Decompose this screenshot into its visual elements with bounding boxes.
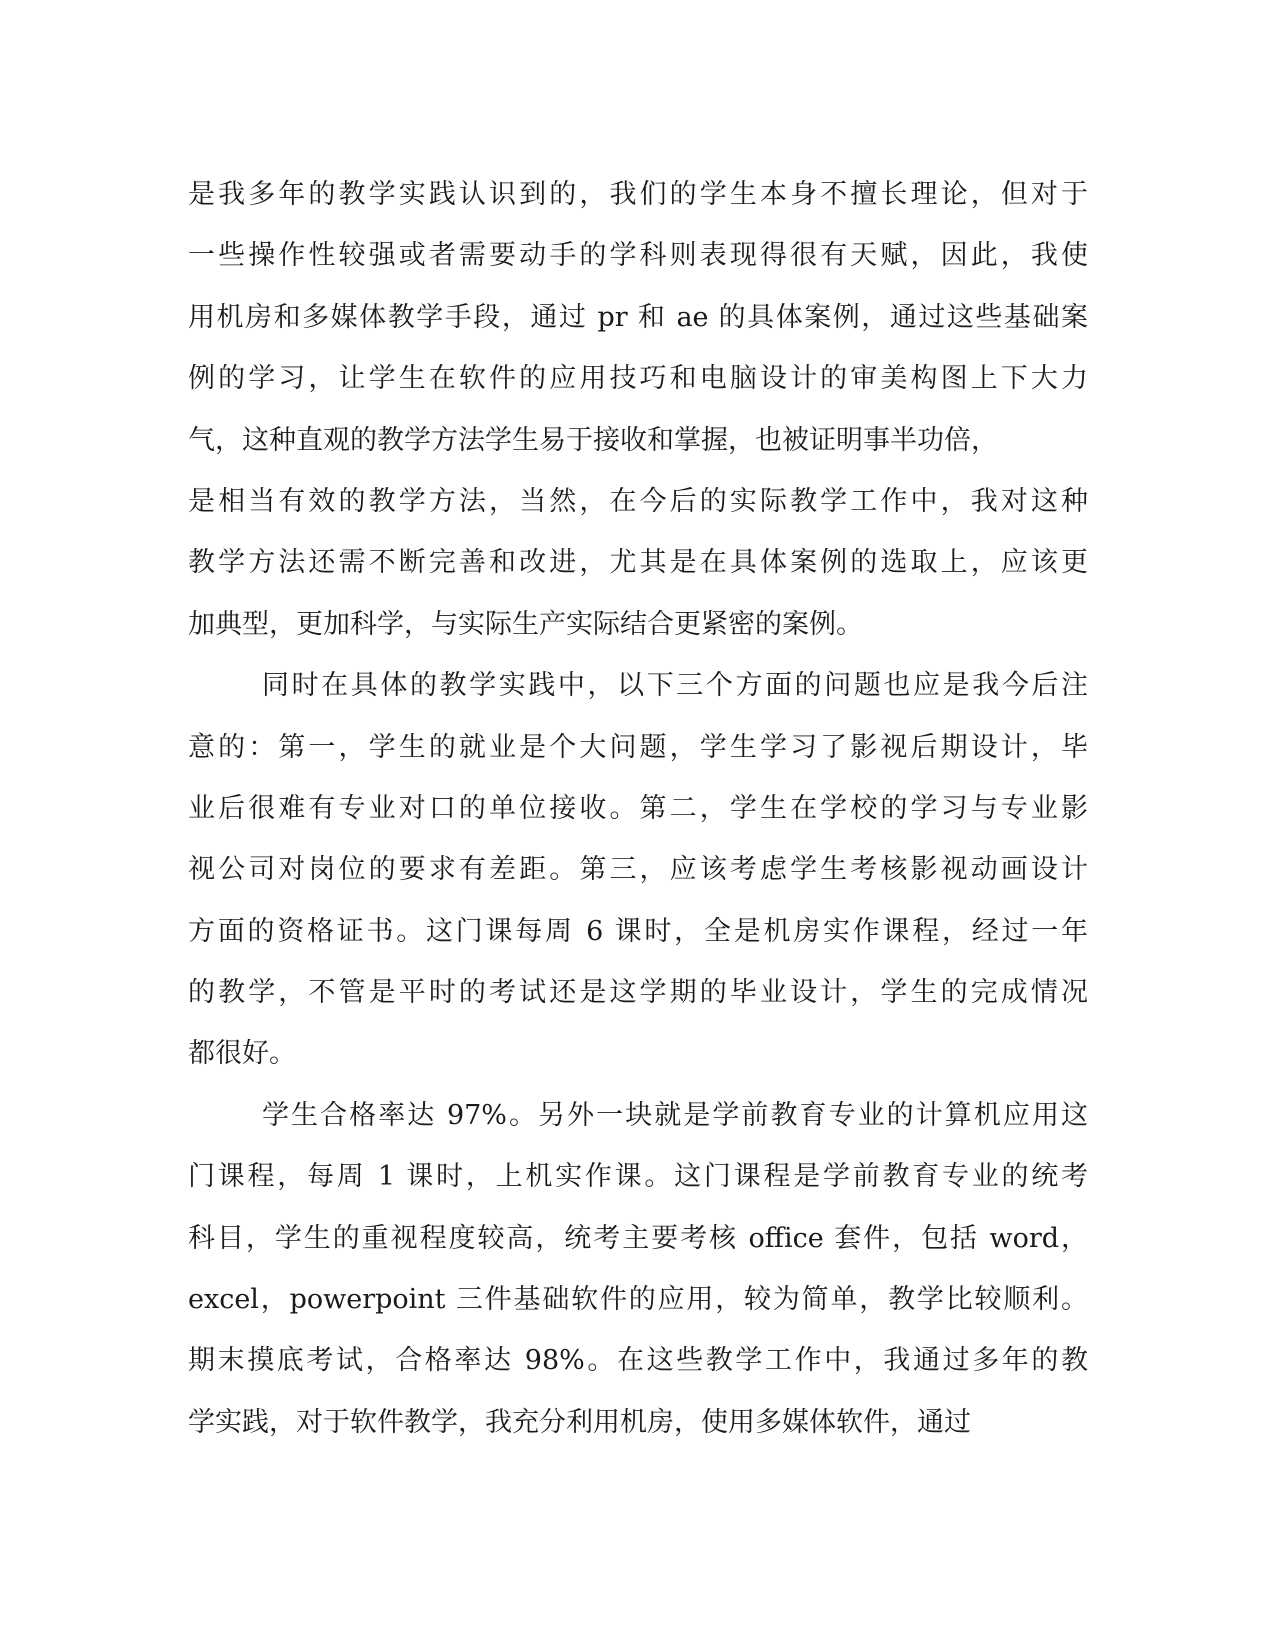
text-line: 一些操作性较强或者需要动手的学科则表现得很有天赋，因此，我使 — [188, 240, 1088, 272]
text-line: 门课程，每周 1 课时，上机实作课。这门课程是学前教育专业的统考 — [188, 1161, 1088, 1193]
body-text — [188, 164, 1088, 1453]
text-line: 学实践，对于软件教学，我充分利用机房，使用多媒体软件，通过 — [188, 1406, 971, 1438]
text-line: 视公司对岗位的要求有差距。第三，应该考虑学生考核影视动画设计 — [188, 854, 1088, 886]
text-line: 用机房和多媒体教学手段，通过 pr 和 ae 的具体案例，通过这些基础案 — [188, 301, 1088, 333]
text-line: 是我多年的教学实践认识到的，我们的学生本身不擅长理论，但对于 — [188, 179, 1088, 210]
text-line: 加典型，更加科学，与实际生产实际结合更紧密的案例。 — [188, 608, 863, 640]
paragraph-first-line: 同时在具体的教学实践中，以下三个方面的问题也应是我今后注 — [262, 670, 1088, 702]
text-line: 气，这种直观的教学方法学生易于接收和掌握，也被证明事半功倍， — [188, 424, 998, 456]
text-line: 意的：第一，学生的就业是个大问题，学生学习了影视后期设计，毕 — [188, 731, 1088, 763]
text-line: 都很好。 — [188, 1038, 296, 1070]
text-line: 期末摸底考试，合格率达 98%。在这些教学工作中，我通过多年的教 — [188, 1345, 1088, 1377]
text-line: 例的学习，让学生在软件的应用技巧和电脑设计的审美构图上下大力 — [188, 363, 1088, 395]
text-line: 方面的资格证书。这门课每周 6 课时，全是机房实作课程，经过一年 — [188, 915, 1088, 947]
text-line: 是相当有效的教学方法，当然，在今后的实际教学工作中，我对这种 — [188, 485, 1088, 517]
text-line: 的教学，不管是平时的考试还是这学期的毕业设计，学生的完成情况 — [188, 977, 1088, 1009]
text-line: excel，powerpoint 三件基础软件的应用，较为简单，教学比较顺利。 — [188, 1284, 1088, 1316]
text-line: 教学方法还需不断完善和改进，尤其是在具体案例的选取上，应该更 — [188, 547, 1088, 579]
text-line: 业后很难有专业对口的单位接收。第二，学生在学校的学习与专业影 — [188, 792, 1088, 824]
text-line: 科目，学生的重视程度较高，统考主要考核 office 套件，包括 word， — [188, 1222, 1088, 1254]
paragraph-first-line: 学生合格率达 97%。另外一块就是学前教育专业的计算机应用这 — [262, 1099, 1088, 1131]
